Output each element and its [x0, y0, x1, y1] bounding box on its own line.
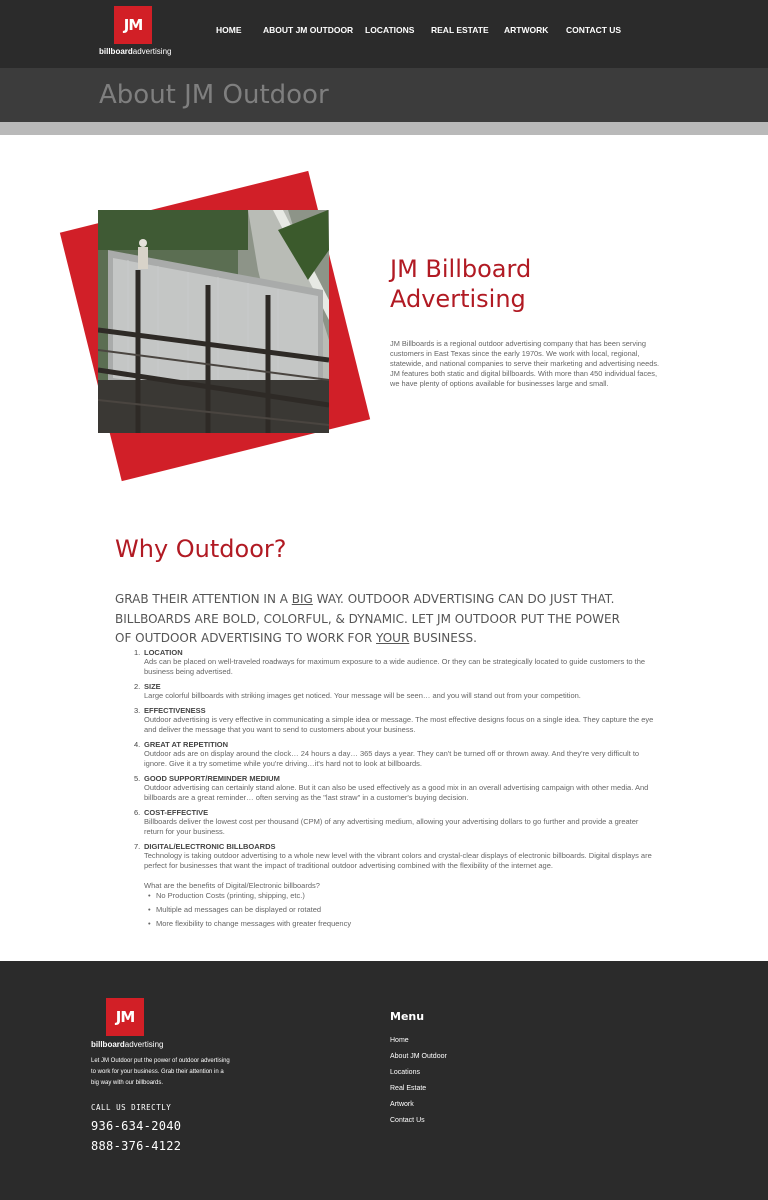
logo-wordmark: billboardadvertising: [99, 47, 172, 56]
footer-link-home[interactable]: Home: [390, 1037, 409, 1044]
billboard-photo: [98, 210, 329, 433]
logo-mark: JM: [114, 6, 152, 44]
reason-description: Technology is taking outdoor advertising to a whole new level with the vibrant colors and crystal-clear displays of electronic billboards. Digital displays are perfect for businesses that want the impact of traditional outdoor advertising combined with the flexibility of the internet age.: [144, 851, 652, 870]
reason-description: Large colorful billboards with striking images get noticed. Your message will be seen… and you will stand out from your competition.: [144, 691, 581, 700]
reason-title: GREAT AT REPETITION: [144, 740, 229, 749]
list-item: 2. SIZE Large colorful billboards with striking images get noticed. Your message will be seen… and you will stand out from your competition.: [134, 682, 654, 701]
list-item: 4. GREAT AT REPETITION Outdoor ads are on display around the clock… 24 hours a day… 365 days a year. They can't be turned off or thrown away. And they're very difficult to ignore. Give it a try sometime while you're driving…it's hard not to look at billboards.: [134, 740, 654, 769]
nav-real-estate[interactable]: REAL ESTATE: [431, 25, 489, 35]
list-item: 3. EFFECTIVENESS Outdoor advertising is very effective in communicating a simple idea or message. The most effective designs focus on a single idea. They capture the eye and deliver the message that you want to send to customers about your business.: [134, 706, 654, 734]
nav-locations[interactable]: LOCATIONS: [365, 25, 415, 35]
why-outdoor-heading: Why Outdoor?: [115, 535, 287, 563]
reason-description: Outdoor advertising can certainly stand alone. But it can also be used effectively as a good mix in an overall advertising campaign with other media. And billboards are a great reminder… often serving as the "last straw" in a customer's buying decision.: [144, 783, 649, 802]
nav-artwork[interactable]: ARTWORK: [504, 25, 549, 35]
site-logo[interactable]: [99, 6, 172, 60]
list-item: 6. COST-EFFECTIVE Billboards deliver the lowest cost per thousand (CPM) of any advertising medium, allowing your advertising dollars to go further and provide a greater return for your business.: [134, 808, 654, 837]
footer-link-artwork[interactable]: Artwork: [390, 1101, 414, 1108]
reason-title: LOCATION: [144, 648, 183, 657]
list-item: 1. LOCATION Ads can be placed on well-traveled roadways for maximum exposure to a wide audience. Or they can be strategically located to guide customers to the business being advertised.: [134, 648, 654, 677]
why-outdoor-lead: GRAB THEIR ATTENTION IN A BIG WAY. OUTDOOR ADVERTISING CAN DO JUST THAT. BILLBOARDS ARE BOLD, COLORFUL, & DYNAMIC. LET JM OUTDOOR PUT THE POWER OF OUTDOOR ADVERTISING TO WORK FOR YOUR BUSINESS.: [115, 592, 620, 645]
reason-description: Ads can be placed on well-traveled roadways for maximum exposure to a wide audience. Or they can be strategically located to guide customers to the business being advertised.: [144, 657, 646, 676]
list-item: 5. GOOD SUPPORT/REMINDER MEDIUM Outdoor advertising can certainly stand alone. But it can also be used effectively as a good mix in an overall advertising campaign with other media. And billboards are a great reminder… often serving as the "last straw" in a customer's buying decision.: [134, 774, 654, 803]
list-item: 7. DIGITAL/ELECTRONIC BILLBOARDS Technology is taking outdoor advertising to a whole new level with the vibrant colors and crystal-clear displays of electronic billboards. Digital displays are perfect for businesses that want the impact of traditional outdoor advertising combined with the flexibility of the internet age. What are the benefits of Digital/Electronic billboards? • No Production Costs (printing, shipping, etc.) • Multiple ad messages can be displayed or rotated • More flexibility to change messages with greater frequency: [134, 842, 654, 929]
phone-link-tollfree[interactable]: 888-376-4122: [91, 1139, 182, 1153]
benefit-item: • Multiple ad messages can be displayed or rotated: [156, 905, 654, 915]
benefits-question: What are the benefits of Digital/Electronic billboards?: [144, 881, 320, 890]
reason-title: EFFECTIVENESS: [144, 706, 206, 715]
about-heading: JM Billboard Advertising: [390, 255, 532, 313]
divider-strip: [0, 122, 768, 135]
footer-link-real-estate[interactable]: Real Estate: [390, 1085, 427, 1092]
reason-description: Outdoor ads are on display around the clock… 24 hours a day… 365 days a year. They can't be turned off or thrown away. And they're very difficult to ignore. Give it a try sometime while you're driving…it's hard not to look at billboards.: [144, 749, 640, 768]
footer-link-locations[interactable]: Locations: [390, 1069, 420, 1076]
footer-tagline: Let JM Outdoor put the power of outdoor advertising to work for your business. Grab their attention in a big way with our billboards.: [91, 1058, 230, 1086]
footer-link-contact[interactable]: Contact Us: [390, 1117, 425, 1124]
about-description: JM Billboards is a regional outdoor advertising company that has been serving customers in East Texas since the early 1970s. We work with local, regional, statewide, and national companies to serve their marketing and advertising needs. JM features both static and digital billboards. With more than 450 individual faces, we have plenty of options available for businesses large and small.: [390, 339, 660, 388]
phone-link-local[interactable]: 936-634-2040: [91, 1119, 182, 1133]
footer-link-about[interactable]: About JM Outdoor: [390, 1053, 447, 1060]
reason-title: COST-EFFECTIVE: [144, 808, 209, 817]
nav-about[interactable]: ABOUT JM OUTDOOR: [263, 25, 354, 35]
benefits-list: [156, 891, 654, 929]
reason-title: GOOD SUPPORT/REMINDER MEDIUM: [144, 774, 280, 783]
nav-contact[interactable]: CONTACT US: [566, 25, 622, 35]
footer-logo-wordmark: billboardadvertising: [91, 1040, 164, 1049]
site-header: [0, 0, 768, 68]
call-us-label: CALL US DIRECTLY: [91, 1103, 172, 1112]
benefit-item: • More flexibility to change messages with greater frequency: [156, 919, 654, 929]
footer-menu-heading: Menu: [390, 1010, 425, 1023]
reason-title: SIZE: [144, 682, 161, 691]
reason-title: DIGITAL/ELECTRONIC BILLBOARDS: [144, 842, 276, 851]
reason-description: Billboards deliver the lowest cost per thousand (CPM) of any advertising medium, allowing your advertising dollars to go further and provide a greater return for your business.: [144, 817, 639, 836]
billboard-photo-illustration: [98, 210, 329, 433]
benefit-item: • No Production Costs (printing, shipping, etc.): [156, 891, 654, 901]
nav-home[interactable]: HOME: [216, 25, 242, 35]
reason-description: Outdoor advertising is very effective in communicating a simple idea or message. The most effective designs focus on a single idea. They capture the eye and deliver the message that you want to send to customers about your business.: [144, 715, 654, 734]
reasons-list: [134, 648, 654, 934]
page-title: About JM Outdoor: [99, 80, 329, 110]
footer-logo-mark[interactable]: JM: [106, 998, 144, 1036]
